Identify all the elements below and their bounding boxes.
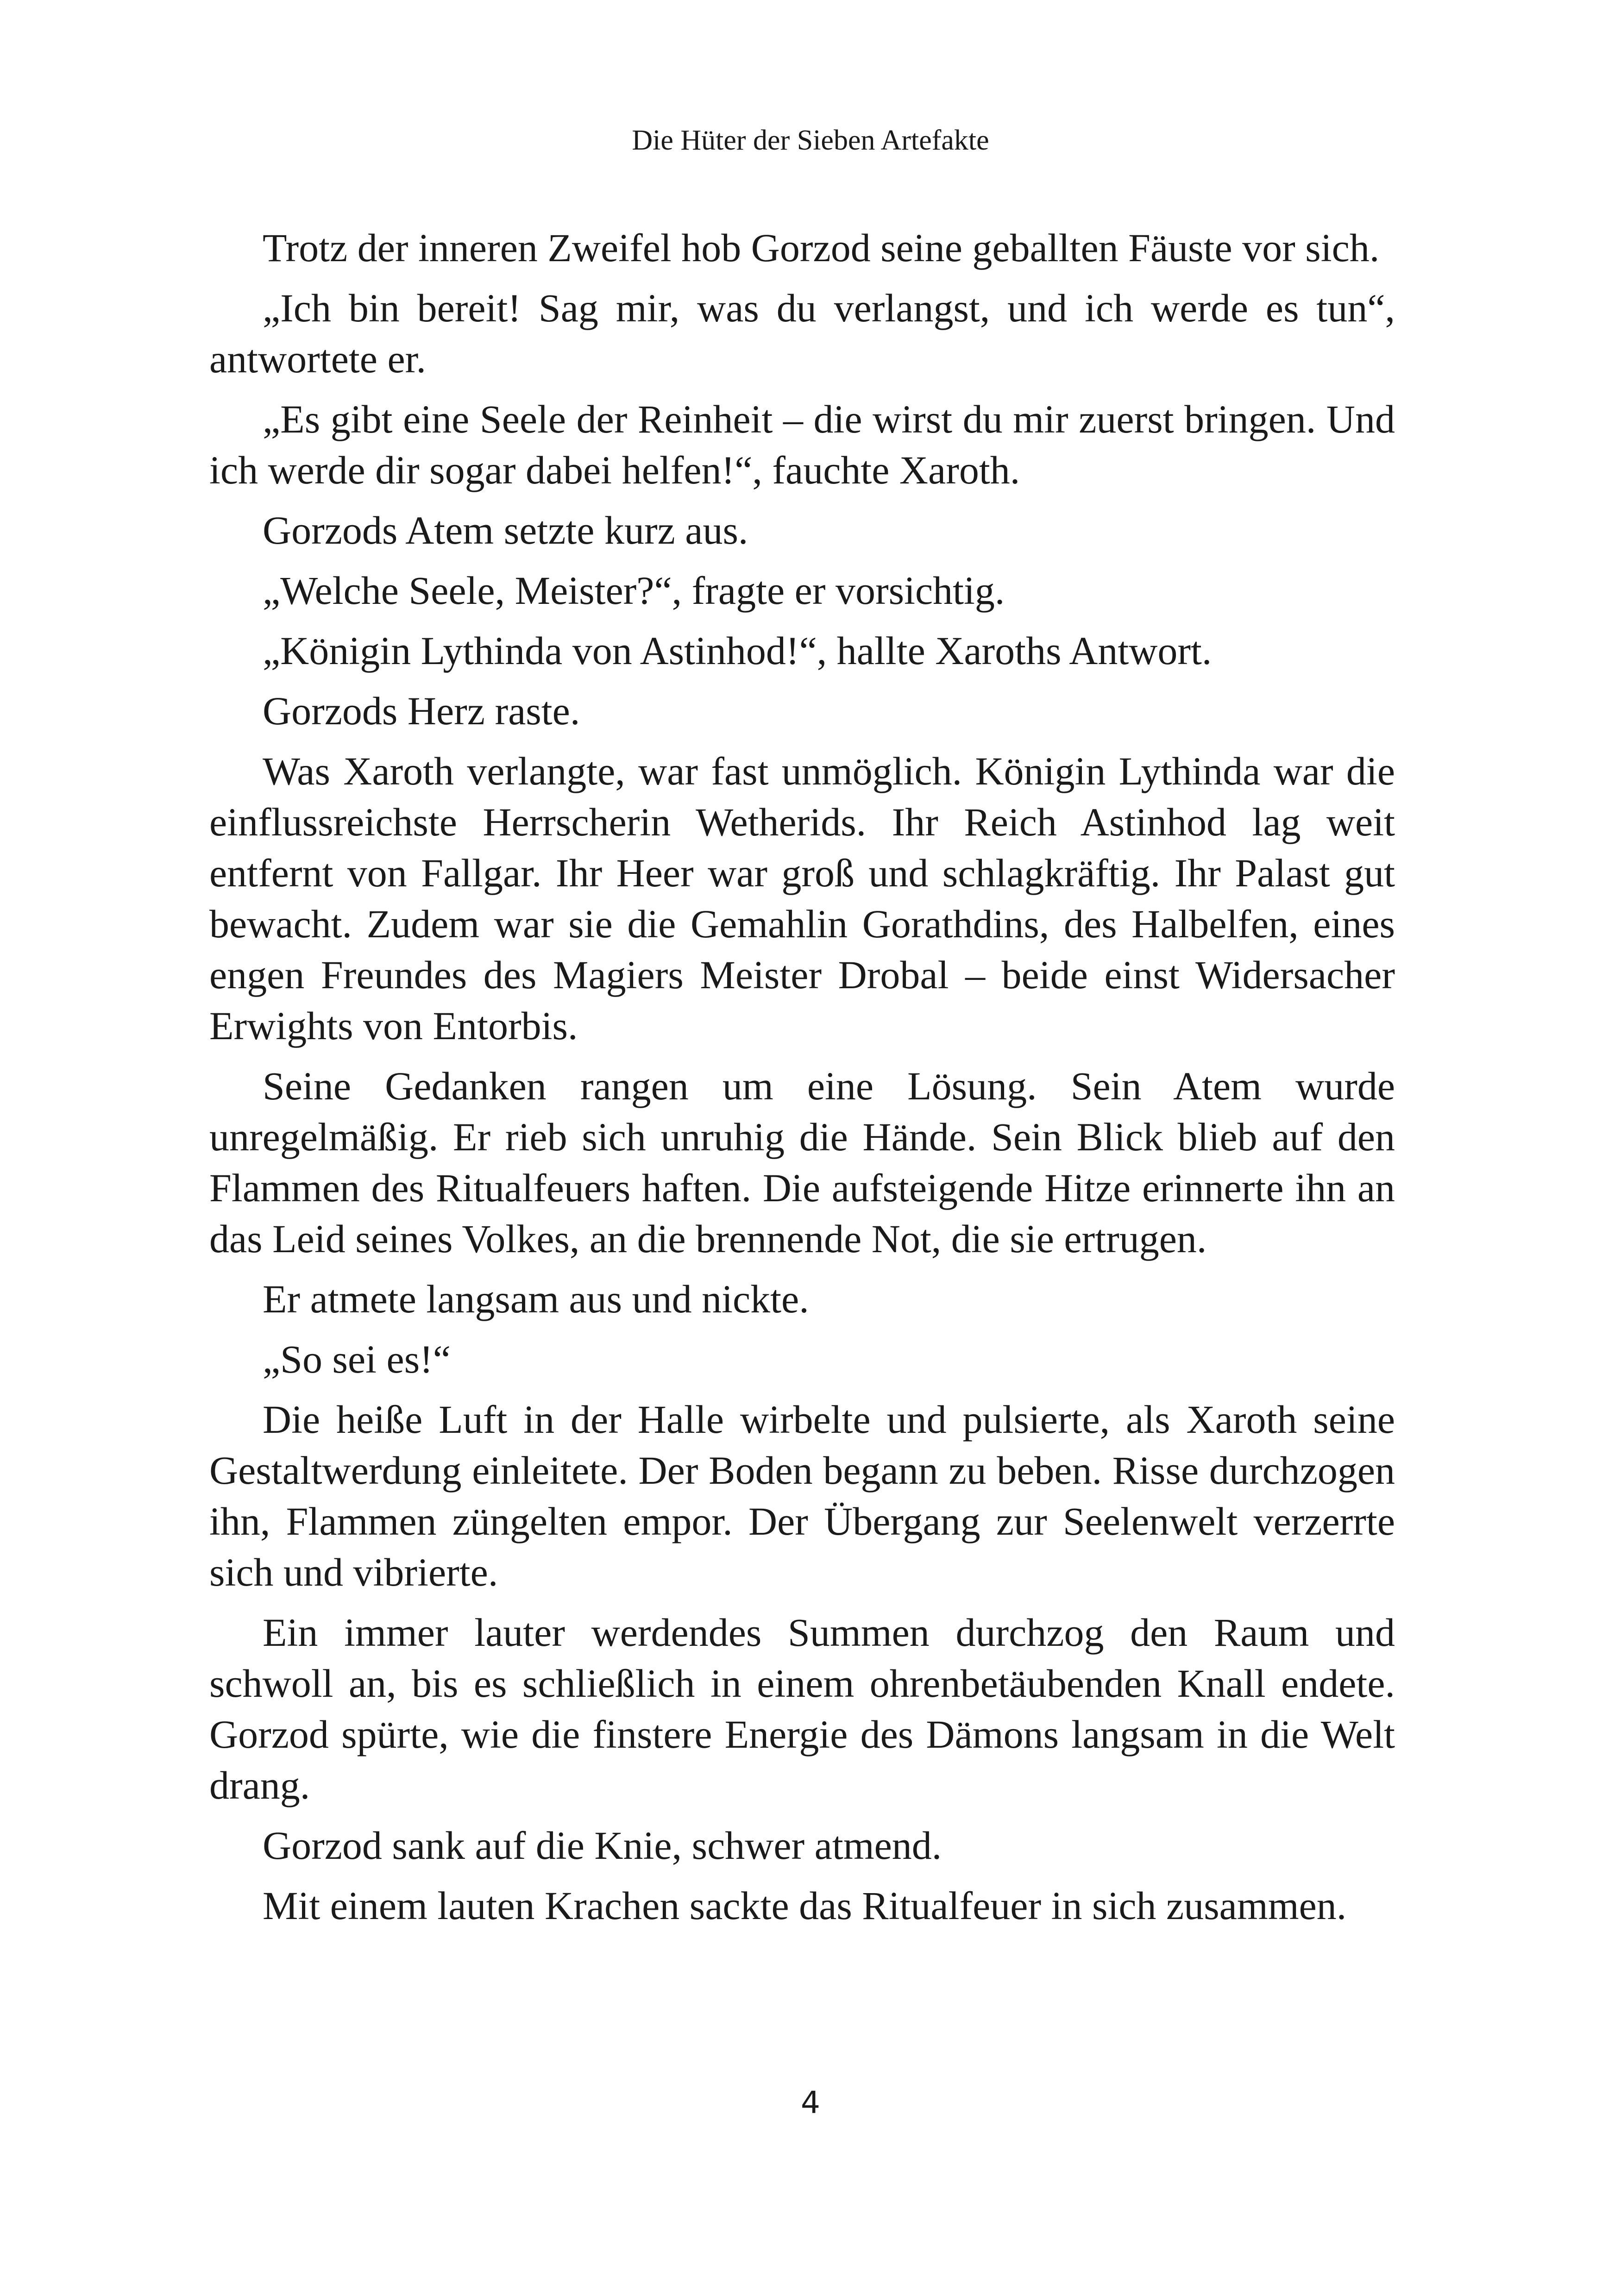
running-header: Die Hüter der Sieben Artefakte xyxy=(632,125,989,156)
paragraph: Mit einem lauten Krachen sackte das Ritualfeuer in sich zusammen. xyxy=(263,1883,1347,1928)
paragraph: Gorzods Herz raste. xyxy=(263,689,580,733)
paragraph: Seine Gedanken rangen um eine Lösung. Sein Atem wurde unregelmäßig. Er rieb sich unruhig die Hände. Sein Blick blieb auf den Flammen des Ritualfeuers haften. Die aufsteigende Hitze erinnerte ihn an das Leid seines Volkes, an die brennende Not, die sie ertrugen. xyxy=(209,1064,1395,1261)
body-text xyxy=(209,222,1395,1940)
paragraph: „Königin Lythinda von Astinhod!“, hallte Xaroths Antwort. xyxy=(263,628,1212,673)
paragraph: „Ich bin bereit! Sag mir, was du verlangst, und ich werde es tun“, antwortete er. xyxy=(209,286,1395,381)
paragraph: „So sei es!“ xyxy=(263,1337,451,1381)
page-number: 4 xyxy=(801,2085,820,2120)
paragraph: Gorzods Atem setzte kurz aus. xyxy=(263,508,748,552)
paragraph: Die heiße Luft in der Halle wirbelte und pulsierte, als Xaroth seine Gestaltwerdung einleitete. Der Boden begann zu beben. Risse durchzogen ihn, Flammen züngelten empor. Der Übergang zur Seelenwelt verzerrte sich und vibrierte. xyxy=(209,1397,1395,1594)
paragraph: Trotz der inneren Zweifel hob Gorzod seine geballten Fäuste vor sich. xyxy=(263,226,1380,270)
paragraph: Ein immer lauter werdendes Summen durchzog den Raum und schwoll an, bis es schließlich in einem ohrenbetäubenden Knall endete. Gorzod spürte, wie die finstere Energie des Dämons langsam in die Welt drang. xyxy=(209,1610,1395,1807)
paragraph: Was Xaroth verlangte, war fast unmöglich. Königin Lythinda war die einflussreichste Herrscherin Wetherids. Ihr Reich Astinhod lag weit entfernt von Fallgar. Ihr Heer war groß und schlagkräftig. Ihr Palast gut bewacht. Zudem war sie die Gemahlin Gorathdins, des Halbelfen, eines engen Freundes des Magiers Meister Drobal – beide einst Widersacher Erwights von Entorbis. xyxy=(209,749,1395,1048)
paragraph: „Es gibt eine Seele der Reinheit – die wirst du mir zuerst bringen. Und ich werde dir sogar dabei helfen!“, fauchte Xaroth. xyxy=(209,397,1395,492)
paragraph: „Welche Seele, Meister?“, fragte er vorsichtig. xyxy=(263,568,1005,613)
paragraph: Er atmete langsam aus und nickte. xyxy=(263,1277,809,1321)
paragraph: Gorzod sank auf die Knie, schwer atmend. xyxy=(263,1823,942,1868)
